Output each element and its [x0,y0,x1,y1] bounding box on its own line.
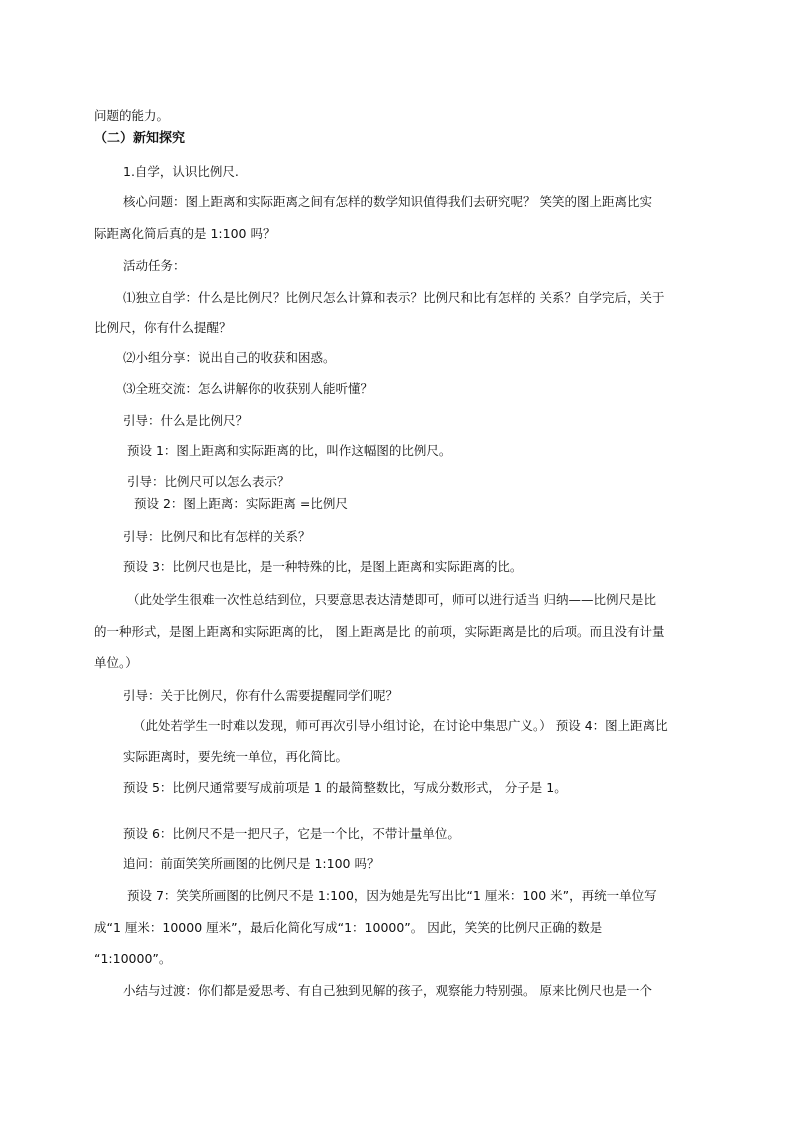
text-line: 预设 1：图上距离和实际距离的比，叫作这幅图的比例尺。 [127,443,452,458]
text-line: 成“1 厘米：10000 厘米”，最后化简化写成“1：10000”。 因此，笑笑的比例尺正确的数是 [94,920,603,935]
text-line: 预设 3：比例尺也是比，是一种特殊的比，是图上距离和实际距离的比。 [123,559,523,574]
subsection-heading: 1.自学，认识比例尺. [123,164,239,179]
text-line: （此处学生很难一次性总结到位，只要意思表达清楚即可，师可以进行适当 归纳——比例尺是比 [127,592,656,607]
text-line: 实际距离时，要先统一单位，再化简比。 [123,749,349,764]
text-line: 活动任务： [123,258,186,273]
text-line: 比例尺，你有什么提醒？ [94,320,232,335]
text-line: 预设 5：比例尺通常要写成前项是 1 的最简整数比，写成分数形式， 分子是 1。 [123,780,567,795]
text-line: 的一种形式，是图上距离和实际距离的比， 图上距离是比 的前项，实际距离是比的后项。而且没有计量 [94,624,665,639]
text-line: 单位。） [94,655,138,670]
text-line: “1:10000”。 [94,951,172,966]
text-line: ⑶全班交流：怎么讲解你的收获别人能听懂？ [123,381,374,396]
text-line: 小结与过渡：你们都是爱思考、有自己独到见解的孩子，观察能力特别强。 原来比例尺也是一个 [123,983,652,998]
text-line: 预设 2：图上距离：实际距离 =比例尺 [134,496,348,511]
text-line: 预设 7：笑笑所画图的比例尺不是 1:100，因为她是先写出比“1 厘米：100 米”，再统一单位写 [127,888,657,903]
text-line: 预设 6：比例尺不是一把尺子，它是一个比，不带计量单位。 [123,826,460,841]
text-line: 引导：比例尺可以怎么表示？ [127,474,290,489]
text-line: 问题的能力。 [94,108,170,123]
text-line: （此处若学生一时难以发现，师可再次引导小组讨论，在讨论中集思广义。） 预设 4：图上距离比 [133,718,668,733]
text-line: 追问：前面笑笑所画图的比例尺是 1:100 吗？ [123,856,380,871]
text-line: ⑵小组分享：说出自己的收获和困惑。 [123,350,336,365]
text-line: 引导：关于比例尺，你有什么需要提醒同学们呢？ [123,688,399,703]
text-line: 际距离化简后真的是 1:100 吗？ [94,226,276,241]
text-line: ⑴独立自学：什么是比例尺？比例尺怎么计算和表示？比例尺和比有怎样的 关系？自学完后，关于 [123,290,665,305]
section-heading: （二）新知探究 [94,131,186,146]
text-line: 引导：比例尺和比有怎样的关系？ [123,529,311,544]
text-line: 引导：什么是比例尺？ [123,413,249,428]
text-line: 核心问题：图上距离和实际距离之间有怎样的数学知识值得我们去研究呢？ 笑笑的图上距离比实 [123,194,652,209]
